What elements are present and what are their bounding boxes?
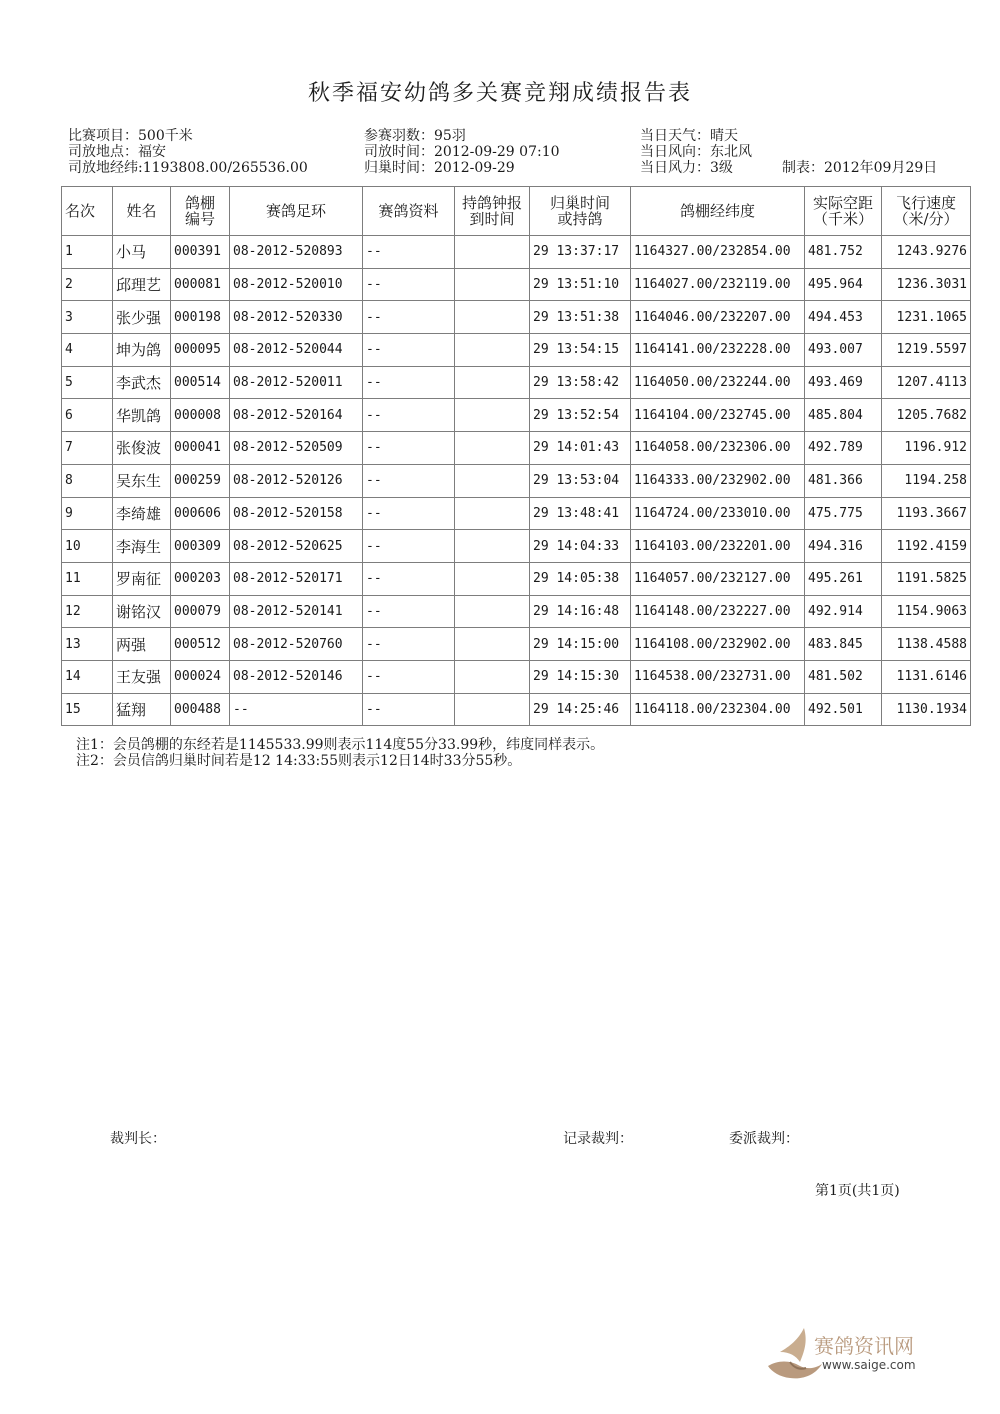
cell-arrival: 29 14:15:30 xyxy=(530,660,631,693)
cell-pigeon-info: -- xyxy=(363,399,455,432)
cell-arrival: 29 14:01:43 xyxy=(530,432,631,465)
cell-speed: 1243.9276 xyxy=(882,236,971,269)
table-row xyxy=(62,399,971,432)
cell-rank: 5 xyxy=(62,366,113,399)
table-row xyxy=(62,268,971,301)
cell-clock-time xyxy=(455,693,530,726)
chief-referee-signature: 裁判长： xyxy=(110,1131,166,1147)
cell-ring: 08-2012-520011 xyxy=(230,366,363,399)
cell-ring: 08-2012-520330 xyxy=(230,301,363,334)
watermark xyxy=(760,1322,970,1392)
cell-coords: 1164118.00/232304.00 xyxy=(631,693,805,726)
cell-ring: 08-2012-520044 xyxy=(230,334,363,367)
cell-distance: 481.366 xyxy=(805,464,882,497)
wind-force-field: 当日风力：3级 xyxy=(640,160,733,176)
cell-pigeon-info: -- xyxy=(363,628,455,661)
cell-clock-time xyxy=(455,530,530,563)
header-coords: 鸽棚经纬度 xyxy=(631,187,805,236)
cell-loft-id: 000606 xyxy=(171,497,230,530)
cell-rank: 2 xyxy=(62,268,113,301)
table-row xyxy=(62,530,971,563)
cell-coords: 1164027.00/232119.00 xyxy=(631,268,805,301)
cell-coords: 1164333.00/232902.00 xyxy=(631,464,805,497)
cell-coords: 1164103.00/232201.00 xyxy=(631,530,805,563)
cell-clock-time xyxy=(455,595,530,628)
cell-pigeon-info: -- xyxy=(363,595,455,628)
cell-speed: 1205.7682 xyxy=(882,399,971,432)
watermark-url: www.saige.com xyxy=(822,1358,916,1372)
table-row xyxy=(62,366,971,399)
cell-arrival: 29 13:37:17 xyxy=(530,236,631,269)
release-place-field: 司放地点：福安 xyxy=(68,144,166,160)
watermark-text: 赛鸽资讯网 xyxy=(814,1334,914,1358)
cell-coords: 1164141.00/232228.00 xyxy=(631,334,805,367)
cell-arrival: 29 13:48:41 xyxy=(530,497,631,530)
cell-rank: 9 xyxy=(62,497,113,530)
cell-arrival: 29 14:16:48 xyxy=(530,595,631,628)
cell-name: 谢铭汉 xyxy=(113,595,171,628)
cell-pigeon-info: -- xyxy=(363,464,455,497)
cell-loft-id: 000024 xyxy=(171,660,230,693)
table-row xyxy=(62,628,971,661)
results-body xyxy=(62,236,971,726)
table-row xyxy=(62,334,971,367)
cell-coords: 1164046.00/232207.00 xyxy=(631,301,805,334)
cell-pigeon-info: -- xyxy=(363,268,455,301)
page-number: 第1页(共1页) xyxy=(815,1183,900,1199)
cell-clock-time xyxy=(455,562,530,595)
cell-speed: 1196.912 xyxy=(882,432,971,465)
cell-arrival: 29 13:51:38 xyxy=(530,301,631,334)
cell-pigeon-info: -- xyxy=(363,366,455,399)
cell-clock-time xyxy=(455,236,530,269)
cell-rank: 7 xyxy=(62,432,113,465)
cell-pigeon-info: -- xyxy=(363,660,455,693)
cell-clock-time xyxy=(455,432,530,465)
cell-ring: 08-2012-520126 xyxy=(230,464,363,497)
table-row xyxy=(62,660,971,693)
cell-arrival: 29 14:05:38 xyxy=(530,562,631,595)
cell-loft-id: 000081 xyxy=(171,268,230,301)
cell-loft-id: 000391 xyxy=(171,236,230,269)
cell-distance: 493.469 xyxy=(805,366,882,399)
results-table xyxy=(61,186,971,726)
cell-loft-id: 000095 xyxy=(171,334,230,367)
cell-loft-id: 000309 xyxy=(171,530,230,563)
cell-speed: 1130.1934 xyxy=(882,693,971,726)
cell-loft-id: 000203 xyxy=(171,562,230,595)
header-rank: 名次 xyxy=(62,187,113,236)
cell-rank: 10 xyxy=(62,530,113,563)
cell-clock-time xyxy=(455,628,530,661)
cell-name: 华凯鸽 xyxy=(113,399,171,432)
cell-coords: 1164538.00/232731.00 xyxy=(631,660,805,693)
cell-loft-id: 000488 xyxy=(171,693,230,726)
cell-clock-time xyxy=(455,268,530,301)
cell-distance: 475.775 xyxy=(805,497,882,530)
cell-pigeon-info: -- xyxy=(363,236,455,269)
cell-distance: 481.502 xyxy=(805,660,882,693)
cell-pigeon-info: -- xyxy=(363,334,455,367)
table-header-row xyxy=(62,187,971,236)
cell-speed: 1138.4588 xyxy=(882,628,971,661)
cell-pigeon-info: -- xyxy=(363,497,455,530)
cell-name: 李海生 xyxy=(113,530,171,563)
cell-rank: 13 xyxy=(62,628,113,661)
cell-distance: 493.007 xyxy=(805,334,882,367)
cell-coords: 1164050.00/232244.00 xyxy=(631,366,805,399)
cell-name: 两强 xyxy=(113,628,171,661)
note-1: 注1：会员鸽棚的东经若是1145533.99则表示114度55分33.99秒，纬度同样表示。 xyxy=(76,737,605,753)
delegated-referee-signature: 委派裁判： xyxy=(729,1131,799,1147)
cell-arrival: 29 13:53:04 xyxy=(530,464,631,497)
cell-rank: 6 xyxy=(62,399,113,432)
cell-speed: 1131.6146 xyxy=(882,660,971,693)
cell-speed: 1207.4113 xyxy=(882,366,971,399)
wind-direction-field: 当日风向：东北风 xyxy=(640,144,752,160)
cell-name: 张俊波 xyxy=(113,432,171,465)
cell-speed: 1231.1065 xyxy=(882,301,971,334)
cell-clock-time xyxy=(455,497,530,530)
record-referee-signature: 记录裁判： xyxy=(563,1131,633,1147)
cell-loft-id: 000041 xyxy=(171,432,230,465)
cell-name: 猛翔 xyxy=(113,693,171,726)
release-time-field: 司放时间：2012-09-29 07:10 xyxy=(364,144,560,160)
cell-arrival: 29 13:58:42 xyxy=(530,366,631,399)
cell-clock-time xyxy=(455,464,530,497)
entries-field: 参赛羽数：95羽 xyxy=(364,128,466,144)
cell-clock-time xyxy=(455,301,530,334)
note-2: 注2：会员信鸽归巢时间若是12 14:33:55则表示12日14时33分55秒。 xyxy=(76,753,522,769)
cell-arrival: 29 14:04:33 xyxy=(530,530,631,563)
cell-arrival: 29 14:15:00 xyxy=(530,628,631,661)
cell-rank: 4 xyxy=(62,334,113,367)
cell-distance: 492.789 xyxy=(805,432,882,465)
cell-rank: 14 xyxy=(62,660,113,693)
header-pigeon-info: 赛鸽资料 xyxy=(363,187,455,236)
cell-pigeon-info: -- xyxy=(363,693,455,726)
cell-loft-id: 000079 xyxy=(171,595,230,628)
cell-speed: 1194.258 xyxy=(882,464,971,497)
cell-distance: 485.804 xyxy=(805,399,882,432)
cell-speed: 1192.4159 xyxy=(882,530,971,563)
cell-coords: 1164057.00/232127.00 xyxy=(631,562,805,595)
table-row xyxy=(62,301,971,334)
cell-ring: 08-2012-520146 xyxy=(230,660,363,693)
cell-name: 坤为鸽 xyxy=(113,334,171,367)
cell-name: 李绮雄 xyxy=(113,497,171,530)
release-coords-field: 司放地经纬:1193808.00/265536.00 xyxy=(68,160,308,176)
weather-field: 当日天气：晴天 xyxy=(640,128,738,144)
cell-ring: 08-2012-520141 xyxy=(230,595,363,628)
cell-ring: 08-2012-520164 xyxy=(230,399,363,432)
made-date-field: 制表：2012年09月29日 xyxy=(782,160,938,176)
event-field: 比赛项目：500千米 xyxy=(68,128,193,144)
cell-loft-id: 000514 xyxy=(171,366,230,399)
cell-name: 张少强 xyxy=(113,301,171,334)
cell-name: 王友强 xyxy=(113,660,171,693)
cell-loft-id: 000512 xyxy=(171,628,230,661)
cell-rank: 12 xyxy=(62,595,113,628)
cell-coords: 1164104.00/232745.00 xyxy=(631,399,805,432)
cell-rank: 3 xyxy=(62,301,113,334)
cell-speed: 1191.5825 xyxy=(882,562,971,595)
cell-rank: 1 xyxy=(62,236,113,269)
cell-speed: 1219.5597 xyxy=(882,334,971,367)
header-loft-id: 鸽棚编号 xyxy=(171,187,230,236)
info-column-left xyxy=(68,128,308,176)
cell-distance: 495.964 xyxy=(805,268,882,301)
cell-loft-id: 000259 xyxy=(171,464,230,497)
cell-arrival: 29 13:52:54 xyxy=(530,399,631,432)
cell-ring: 08-2012-520760 xyxy=(230,628,363,661)
cell-ring: 08-2012-520893 xyxy=(230,236,363,269)
cell-pigeon-info: -- xyxy=(363,301,455,334)
header-clock-time: 持鸽钟报到时间 xyxy=(455,187,530,236)
cell-clock-time xyxy=(455,334,530,367)
cell-arrival: 29 14:25:46 xyxy=(530,693,631,726)
cell-clock-time xyxy=(455,399,530,432)
cell-clock-time xyxy=(455,366,530,399)
cell-pigeon-info: -- xyxy=(363,530,455,563)
cell-pigeon-info: -- xyxy=(363,562,455,595)
info-column-right xyxy=(640,128,752,176)
cell-name: 吴东生 xyxy=(113,464,171,497)
cell-coords: 1164724.00/233010.00 xyxy=(631,497,805,530)
cell-name: 李武杰 xyxy=(113,366,171,399)
cell-arrival: 29 13:54:15 xyxy=(530,334,631,367)
cell-speed: 1236.3031 xyxy=(882,268,971,301)
table-row xyxy=(62,432,971,465)
cell-pigeon-info: -- xyxy=(363,432,455,465)
table-row xyxy=(62,236,971,269)
cell-distance: 483.845 xyxy=(805,628,882,661)
header-distance: 实际空距（千米） xyxy=(805,187,882,236)
cell-speed: 1154.9063 xyxy=(882,595,971,628)
cell-rank: 8 xyxy=(62,464,113,497)
table-row xyxy=(62,562,971,595)
return-time-field: 归巢时间：2012-09-29 xyxy=(364,160,515,176)
cell-speed: 1193.3667 xyxy=(882,497,971,530)
header-speed: 飞行速度（米/分） xyxy=(882,187,971,236)
page-title: 秋季福安幼鸽多关赛竞翔成绩报告表 xyxy=(307,81,692,106)
table-row xyxy=(62,693,971,726)
info-column-middle xyxy=(364,128,560,176)
cell-loft-id: 000198 xyxy=(171,301,230,334)
cell-ring: 08-2012-520171 xyxy=(230,562,363,595)
cell-distance: 492.914 xyxy=(805,595,882,628)
header-name: 姓名 xyxy=(113,187,171,236)
header-ring: 赛鸽足环 xyxy=(230,187,363,236)
cell-coords: 1164148.00/232227.00 xyxy=(631,595,805,628)
cell-coords: 1164058.00/232306.00 xyxy=(631,432,805,465)
cell-distance: 481.752 xyxy=(805,236,882,269)
table-row xyxy=(62,497,971,530)
table-row xyxy=(62,464,971,497)
cell-name: 小马 xyxy=(113,236,171,269)
cell-name: 罗南征 xyxy=(113,562,171,595)
cell-ring: 08-2012-520010 xyxy=(230,268,363,301)
cell-coords: 1164108.00/232902.00 xyxy=(631,628,805,661)
cell-arrival: 29 13:51:10 xyxy=(530,268,631,301)
cell-rank: 15 xyxy=(62,693,113,726)
cell-distance: 494.453 xyxy=(805,301,882,334)
cell-distance: 495.261 xyxy=(805,562,882,595)
table-row xyxy=(62,595,971,628)
cell-coords: 1164327.00/232854.00 xyxy=(631,236,805,269)
cell-ring: 08-2012-520158 xyxy=(230,497,363,530)
cell-loft-id: 000008 xyxy=(171,399,230,432)
cell-distance: 494.316 xyxy=(805,530,882,563)
cell-name: 邱理艺 xyxy=(113,268,171,301)
cell-clock-time xyxy=(455,660,530,693)
cell-distance: 492.501 xyxy=(805,693,882,726)
cell-rank: 11 xyxy=(62,562,113,595)
notes xyxy=(76,737,604,769)
cell-ring: -- xyxy=(230,693,363,726)
cell-ring: 08-2012-520509 xyxy=(230,432,363,465)
header-arrival: 归巢时间或持鸽 xyxy=(530,187,631,236)
cell-ring: 08-2012-520625 xyxy=(230,530,363,563)
